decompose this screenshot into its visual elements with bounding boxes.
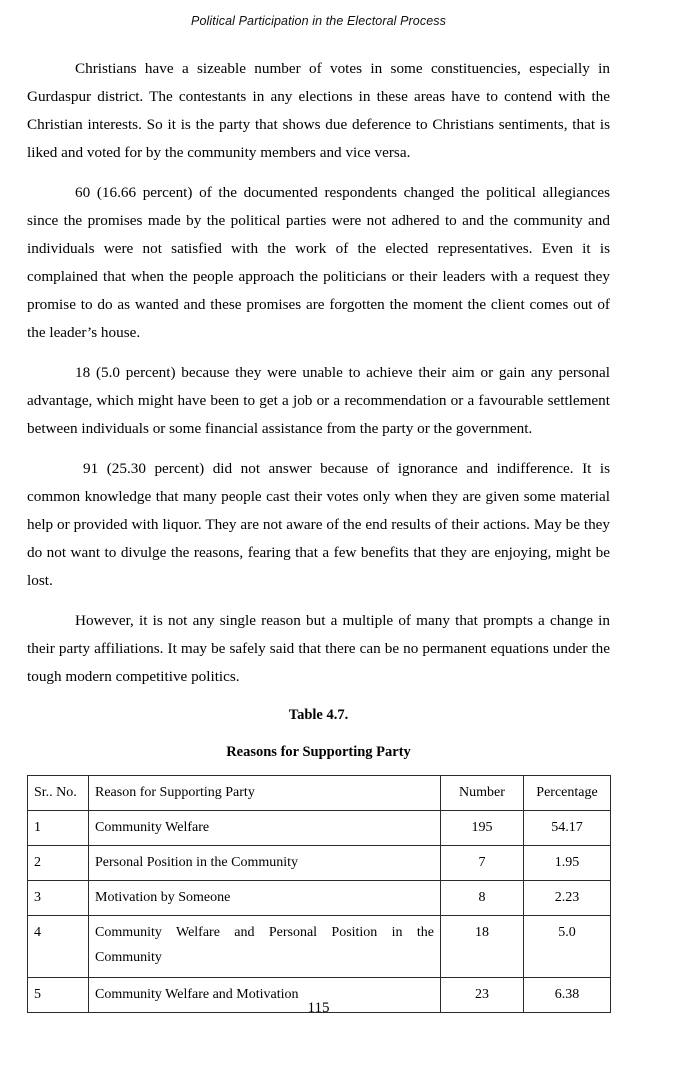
cell-reason: Motivation by Someone	[89, 881, 441, 916]
column-header-number: Number	[441, 776, 524, 811]
cell-number: 23	[441, 978, 524, 1013]
cell-reason: Community Welfare and Personal Position in the Community	[89, 916, 441, 978]
table-header-row	[28, 776, 611, 811]
paragraph-2: 60 (16.66 percent) of the documented respondents changed the political allegiances since the promises made by the political parties were not adhered to and the community and individuals were not satisfied with the work of the elected representatives. Even it is complained that when the people approach the politicians or their leaders with a request they promise to do as wanted and these promises are forgotten the moment the client comes out of the leader’s house.	[27, 184, 610, 341]
cell-percentage: 6.38	[524, 978, 611, 1013]
paragraph-3: 18 (5.0 percent) because they were unable to achieve their aim or gain any personal advantage, which might have been to get a job or a recommendation or a favourable settlement between individuals or some financial assistance from the party or the government.	[27, 364, 610, 437]
cell-number: 195	[441, 811, 524, 846]
table-row	[28, 846, 611, 881]
cell-reason: Personal Position in the Community	[89, 846, 441, 881]
cell-reason: Community Welfare	[89, 811, 441, 846]
running-head: Political Participation in the Electoral Process	[191, 14, 446, 28]
column-header-sr-no: Sr.. No.	[28, 776, 89, 811]
cell-sr-no: 2	[28, 846, 89, 881]
cell-sr-no: 1	[28, 811, 89, 846]
table-row	[28, 811, 611, 846]
cell-percentage: 5.0	[524, 916, 611, 978]
cell-sr-no: 5	[28, 978, 89, 1013]
cell-sr-no: 4	[28, 916, 89, 978]
paragraph-5: However, it is not any single reason but a multiple of many that prompts a change in their party affiliations. It may be safely said that there can be no permanent equations under the tough modern competitive politics.	[27, 612, 610, 685]
column-header-percentage: Percentage	[524, 776, 611, 811]
body-content	[27, 55, 610, 691]
paragraph-4: 91 (25.30 percent) did not answer because of ignorance and indifference. It is common knowledge that many people cast their votes only when they are given some material help or provided with liquor. They are not aware of the end results of their actions. May be they do not want to divulge the reasons, fearing that a few benefits that they are enjoying, might be lost.	[27, 460, 610, 589]
column-header-reason: Reason for Supporting Party	[89, 776, 441, 811]
table-row	[28, 881, 611, 916]
cell-percentage: 54.17	[524, 811, 611, 846]
cell-sr-no: 3	[28, 881, 89, 916]
cell-percentage: 2.23	[524, 881, 611, 916]
reasons-for-supporting-party-table	[27, 775, 611, 1013]
cell-number: 8	[441, 881, 524, 916]
table-caption-number: Table 4.7.	[288, 707, 349, 723]
paragraph-1: Christians have a sizeable number of votes in some constituencies, especially in Gurdaspur district. The contestants in any elections in these areas have to contend with the Christian interests. So it is the party that shows due deference to Christians sentiments, that is liked and voted for by the community members and vice versa.	[27, 60, 610, 161]
cell-percentage: 1.95	[524, 846, 611, 881]
page-number: 115	[307, 1000, 330, 1016]
cell-number: 18	[441, 916, 524, 978]
table-row	[28, 916, 611, 978]
cell-reason: Community Welfare and Motivation	[89, 978, 441, 1013]
table-caption-title: Reasons for Supporting Party	[226, 744, 411, 760]
cell-number: 7	[441, 846, 524, 881]
